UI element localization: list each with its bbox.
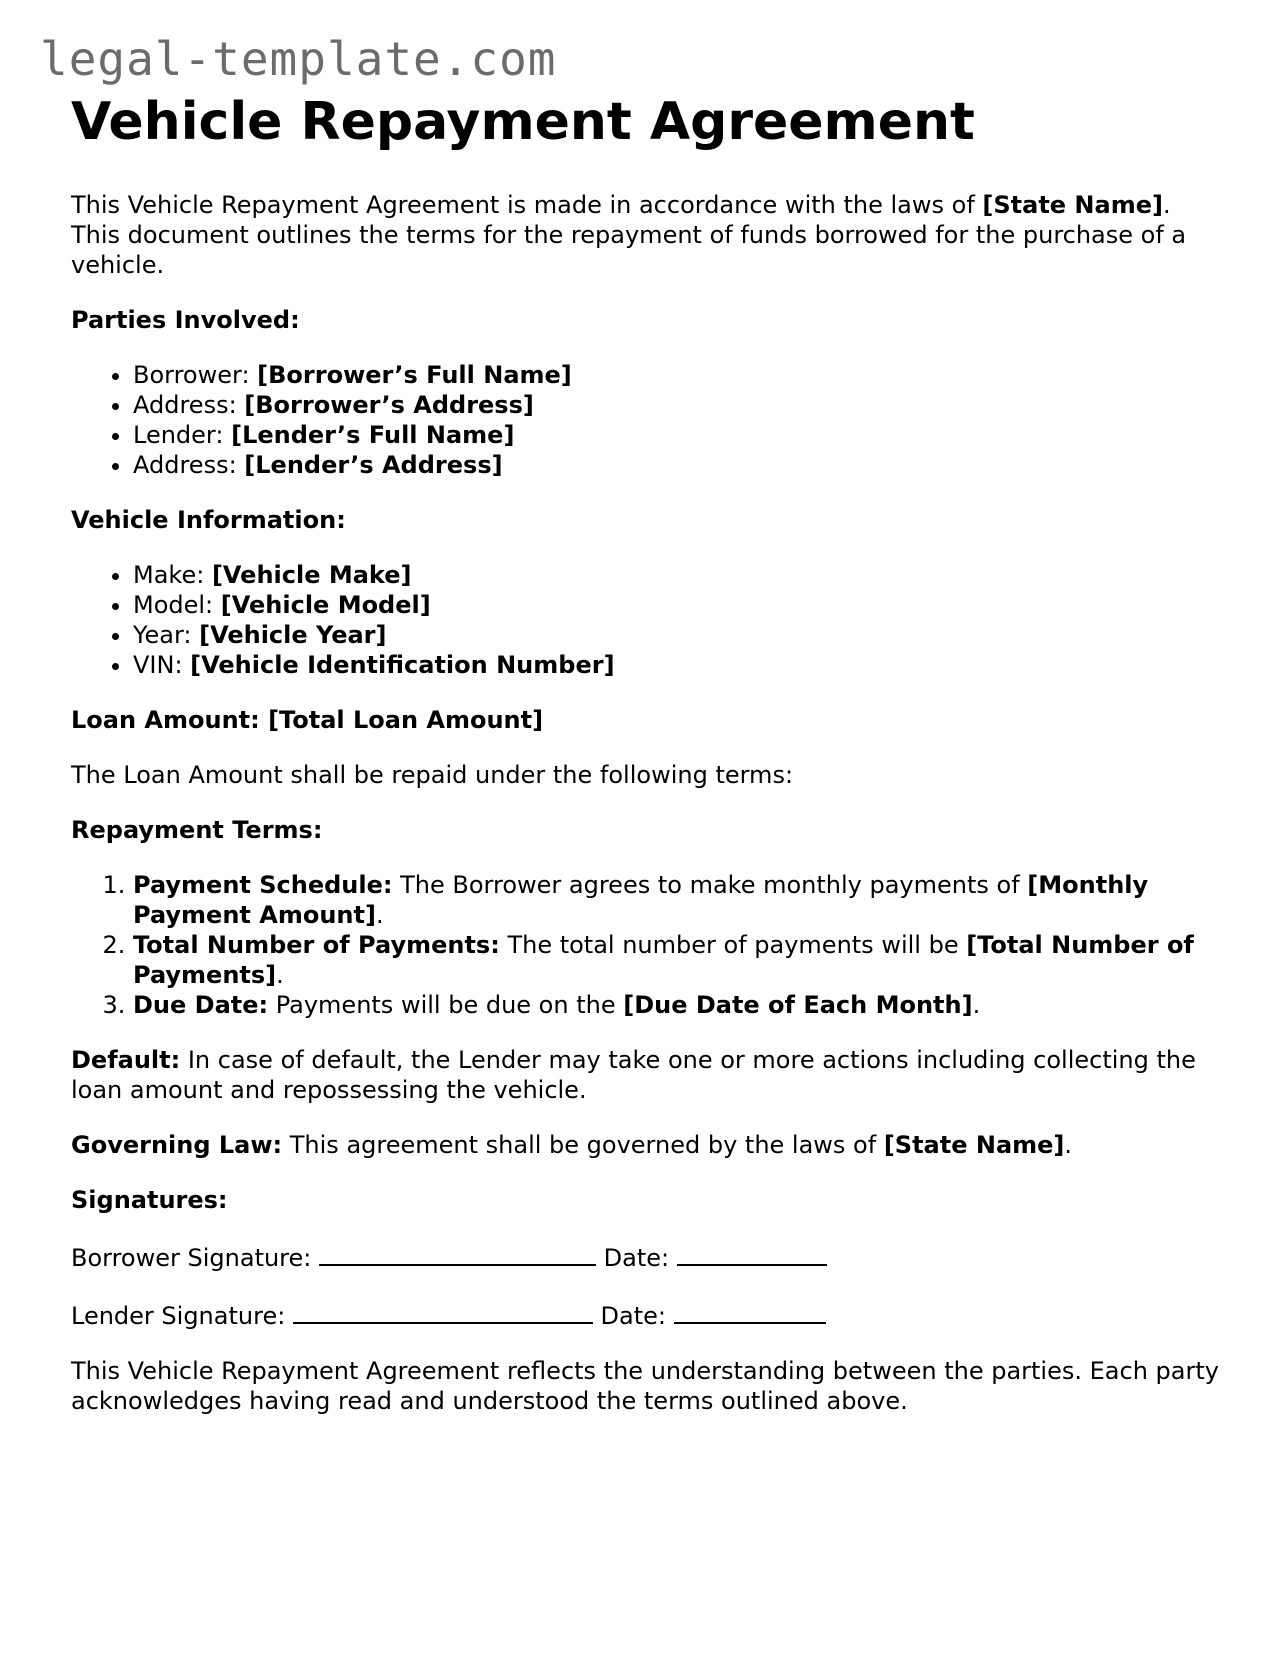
lender-date-line[interactable]: [674, 1298, 826, 1324]
item-label: Make:: [133, 561, 212, 589]
item-end: .: [375, 901, 384, 929]
item-text: The Borrower agrees to make monthly payments of: [392, 871, 1028, 899]
list-item: [133, 450, 1221, 480]
loan-text: The Loan Amount shall be repaid under the following terms:: [71, 761, 794, 789]
vehicle-heading: Vehicle Information:: [71, 506, 346, 534]
state-placeholder: [State Name]: [982, 191, 1163, 219]
item-label: Model:: [133, 591, 221, 619]
default-paragraph: [71, 1045, 1221, 1105]
loan-heading: Loan Amount: [Total Loan Amount]: [71, 706, 544, 734]
governing-paragraph: [71, 1130, 1221, 1160]
item-text: Payments will be due on the: [268, 991, 624, 1019]
default-text: In case of default, the Lender may take one or more actions including collecting the loan amount and repossessing the vehicle.: [71, 1046, 1196, 1104]
item-value: [Total Number of Payments]: [133, 931, 1194, 989]
date-label: Date:: [592, 1302, 674, 1330]
list-item: [133, 360, 1221, 390]
watermark: legal-template.com: [40, 32, 557, 86]
governing-text: This agreement shall be governed by the laws of: [282, 1131, 884, 1159]
parties-heading: Parties Involved:: [71, 306, 300, 334]
item-value: [Lender’s Address]: [244, 451, 503, 479]
list-item: [133, 990, 1221, 1020]
item-label: Due Date:: [133, 991, 269, 1019]
intro-text: This Vehicle Repayment Agreement is made in accordance with the laws of: [71, 191, 983, 219]
item-value: [Lender’s Full Name]: [231, 421, 515, 449]
intro-text-2: . This document outlines the terms for the repayment of funds borrowed for the purchase of a vehicle.: [71, 191, 1187, 279]
repayment-list: [71, 870, 1221, 1020]
item-value: [Vehicle Year]: [199, 621, 387, 649]
repayment-heading: Repayment Terms:: [71, 816, 323, 844]
item-label: Borrower:: [133, 361, 258, 389]
borrower-signature-line[interactable]: [319, 1240, 596, 1266]
document: [71, 92, 1221, 1441]
list-item: [133, 650, 1221, 680]
item-value: [Due Date of Each Month]: [623, 991, 973, 1019]
item-label: Total Number of Payments:: [133, 931, 500, 959]
signatures-heading: Signatures:: [71, 1186, 228, 1214]
list-item: [133, 930, 1221, 990]
intro-paragraph: [71, 190, 1221, 280]
list-item: [133, 620, 1221, 650]
lender-signature-line[interactable]: [293, 1298, 593, 1324]
item-value: [Borrower’s Address]: [244, 391, 534, 419]
date-label: Date:: [596, 1244, 677, 1272]
closing-paragraph: This Vehicle Repayment Agreement reflects the understanding between the parties. Each party acknowledges having read and understood the terms outlined above.: [71, 1357, 1219, 1415]
borrower-date-line[interactable]: [677, 1240, 827, 1266]
item-label: VIN:: [133, 651, 191, 679]
lender-signature-row: [71, 1298, 1221, 1331]
vehicle-list: [71, 560, 1221, 680]
item-value: [Borrower’s Full Name]: [257, 361, 572, 389]
list-item: [133, 870, 1221, 930]
borrower-signature-label: Borrower Signature:: [71, 1244, 320, 1272]
lender-signature-label: Lender Signature:: [71, 1302, 293, 1330]
list-item: [133, 420, 1221, 450]
governing-label: Governing Law:: [71, 1131, 283, 1159]
item-value: [Monthly Payment Amount]: [133, 871, 1149, 929]
item-label: Payment Schedule:: [133, 871, 393, 899]
item-text: The total number of payments will be: [499, 931, 967, 959]
list-item: [133, 590, 1221, 620]
item-label: Year:: [133, 621, 200, 649]
item-label: Address:: [133, 451, 245, 479]
document-title: Vehicle Repayment Agreement: [71, 92, 975, 152]
item-value: [Vehicle Model]: [220, 591, 431, 619]
item-value: [Vehicle Make]: [211, 561, 412, 589]
governing-state: [State Name]: [883, 1131, 1065, 1159]
item-end: .: [276, 961, 284, 989]
item-label: Address:: [133, 391, 245, 419]
list-item: [133, 560, 1221, 590]
item-value: [Vehicle Identification Number]: [190, 651, 615, 679]
list-item: [133, 390, 1221, 420]
parties-list: [71, 360, 1221, 480]
governing-end: .: [1064, 1131, 1073, 1159]
borrower-signature-row: [71, 1240, 1221, 1273]
item-end: .: [972, 991, 981, 1019]
item-label: Lender:: [133, 421, 232, 449]
default-label: Default:: [71, 1046, 181, 1074]
